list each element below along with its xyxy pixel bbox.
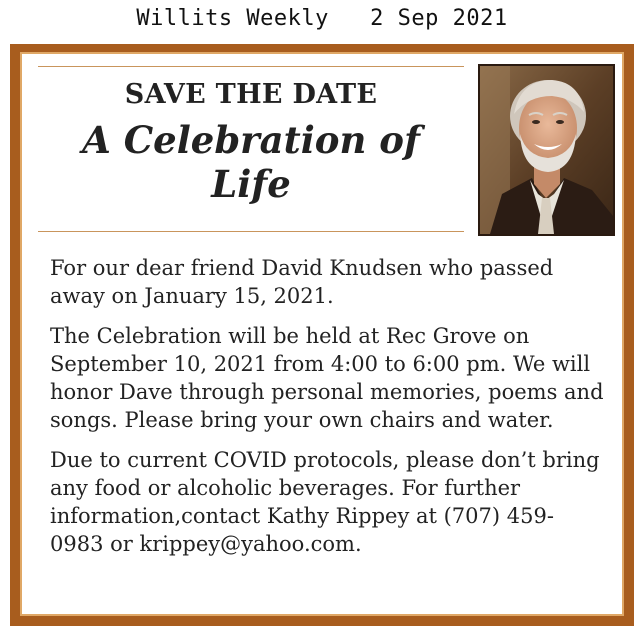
notice-content (26, 58, 618, 610)
celebration-title: A Celebration of Life (82, 118, 420, 206)
publication-name: Willits Weekly (136, 6, 329, 31)
portrait-photo (478, 64, 615, 236)
notice-frame (10, 44, 634, 626)
notice-paragraph-2: The Celebration will be held at Rec Grove on September 10, 2021 from 4:00 to 6:00 pm. We will honor Dave through personal memories, poems and songs. Please bring your own chairs and water. (50, 324, 604, 432)
notice-inner-border (20, 52, 624, 616)
publication-header (0, 6, 644, 31)
title-block (38, 66, 464, 232)
notice-body (50, 254, 606, 570)
publication-date: 2 Sep 2021 (370, 6, 508, 31)
notice-paragraph-3: Due to current COVID protocols, please don’t bring any food or alcoholic beverages. For further information,contact Kathy Rippey at (707) 459-0983 or krippey@yahoo.com. (50, 448, 600, 556)
portrait-illustration (480, 66, 613, 234)
save-the-date-heading: SAVE THE DATE (124, 79, 378, 110)
notice-paragraph-1: For our dear friend David Knudsen who passed away on January 15, 2021. (50, 256, 554, 308)
